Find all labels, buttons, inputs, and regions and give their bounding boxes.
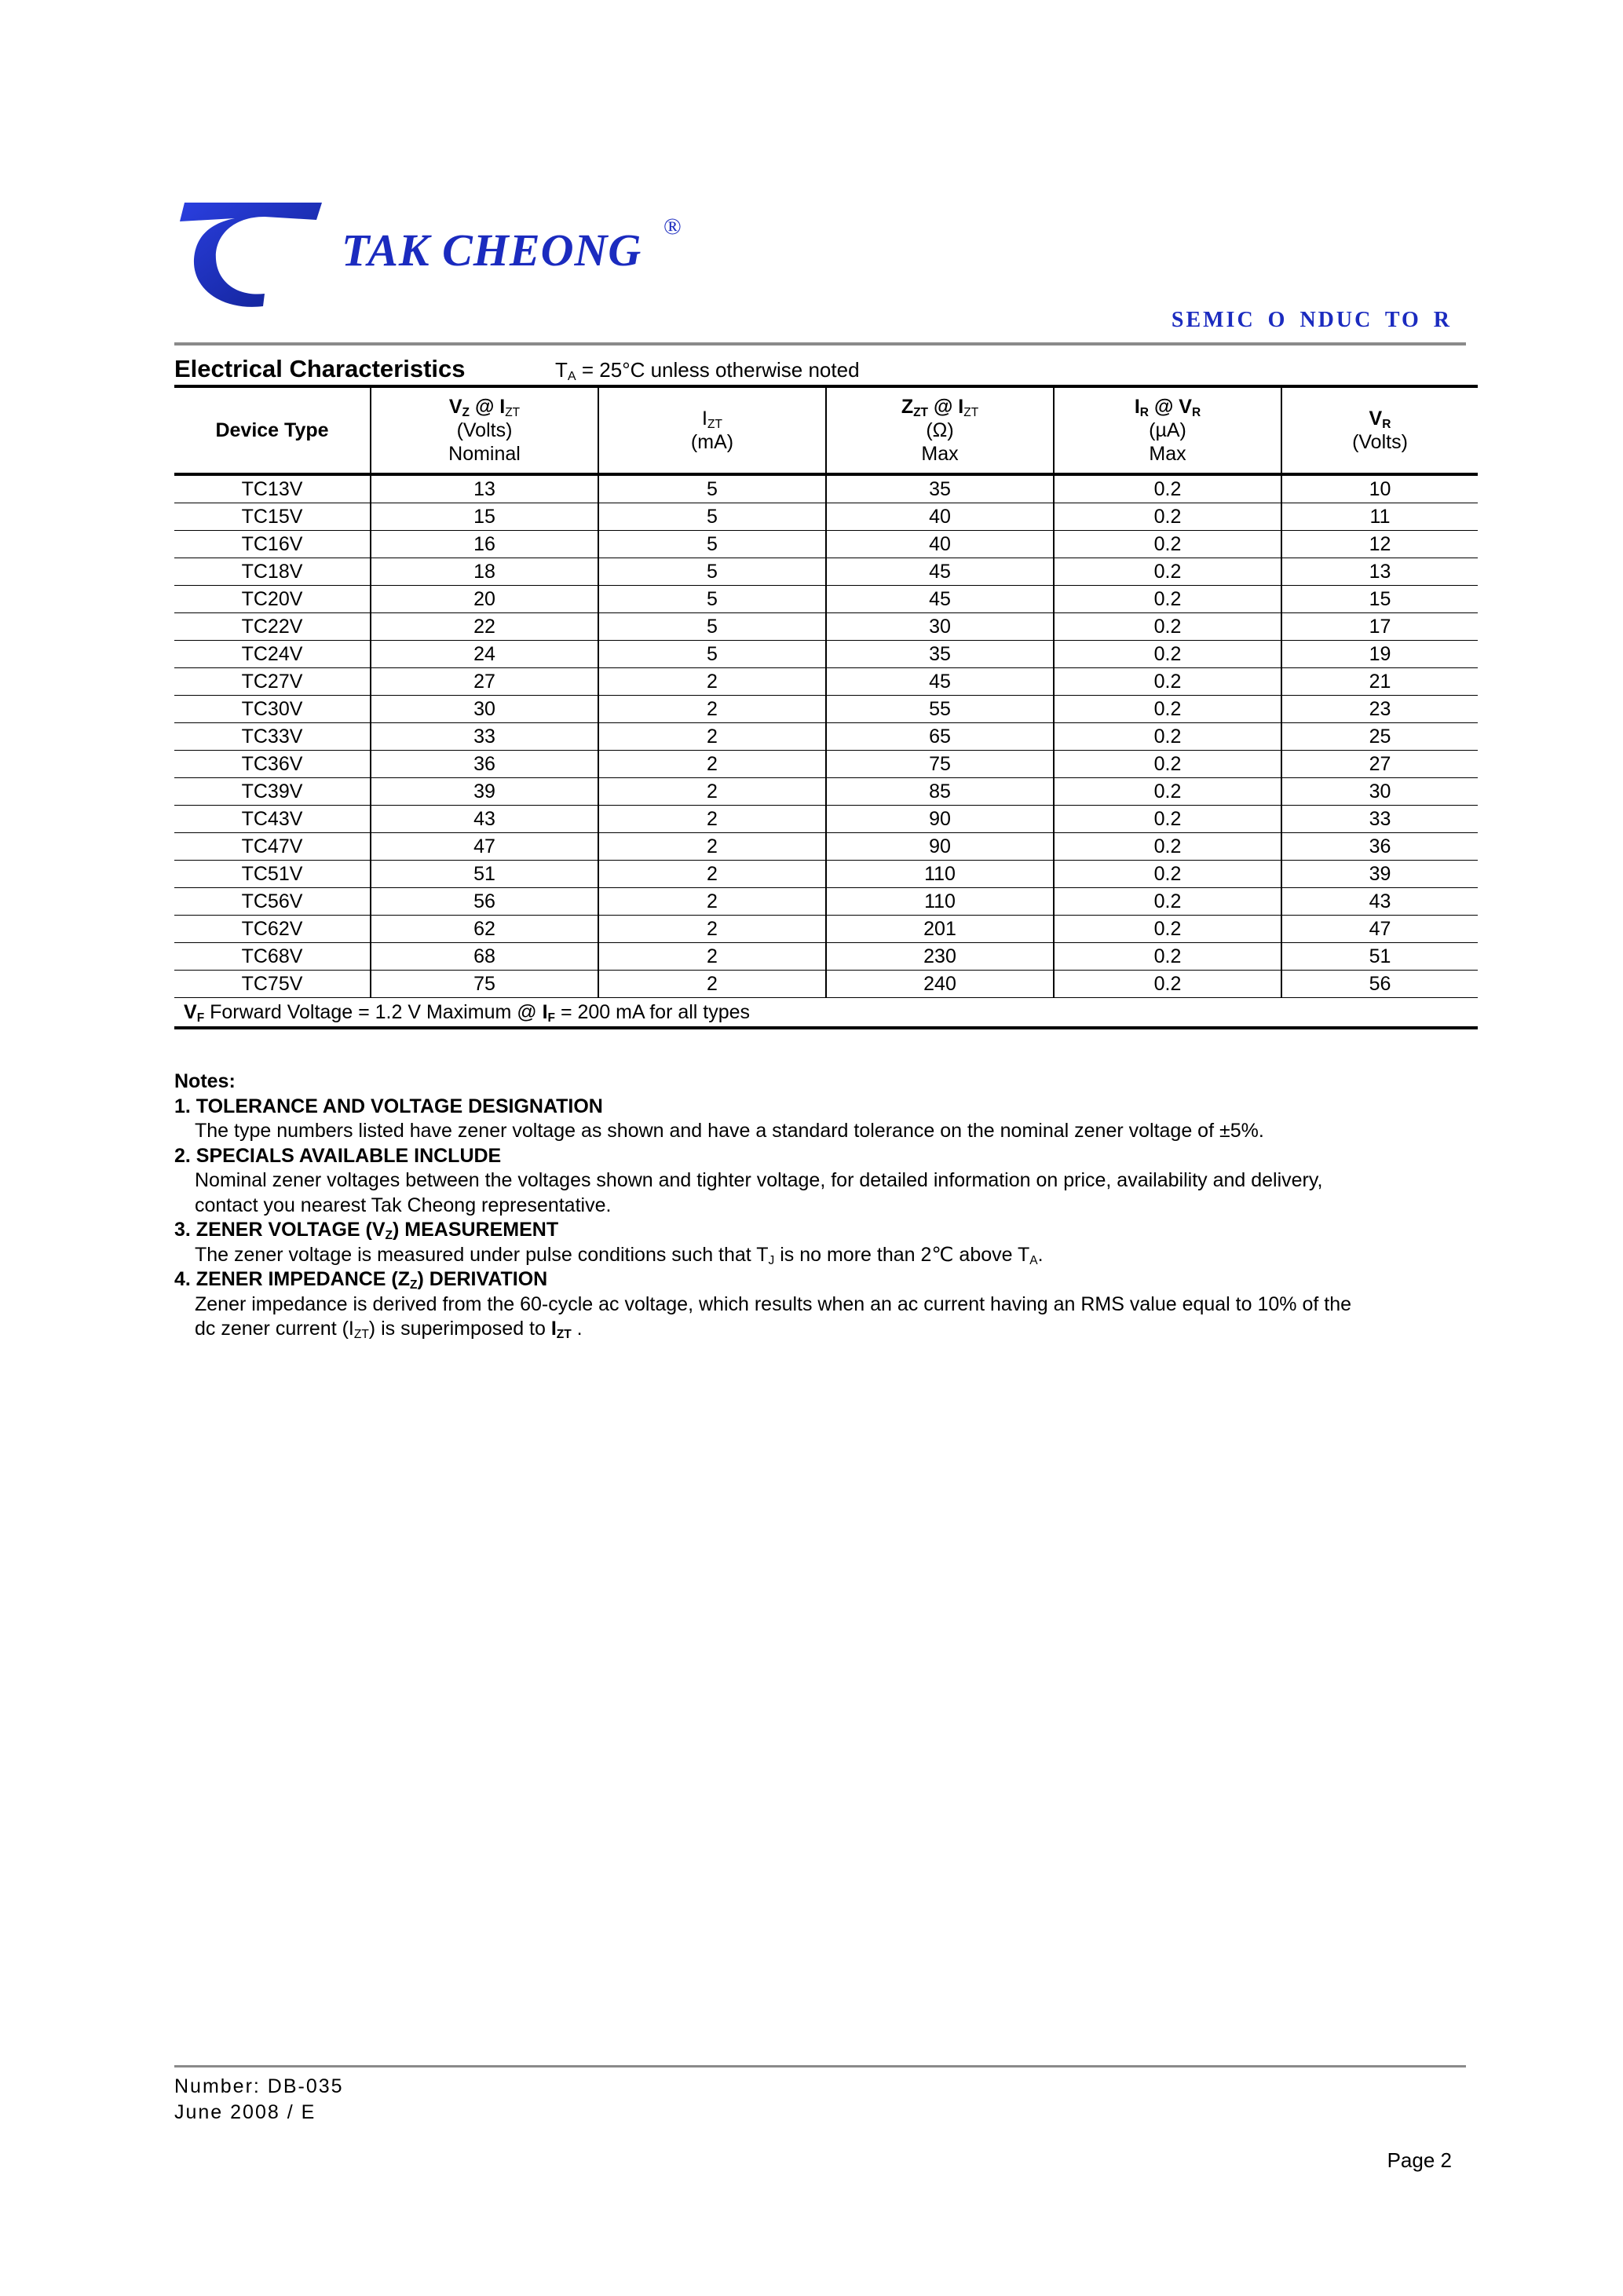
cell-izt: 2 <box>598 751 826 778</box>
cell-zzt: 85 <box>826 778 1054 806</box>
cell-ir: 0.2 <box>1054 916 1281 943</box>
cell-izt: 5 <box>598 531 826 558</box>
table-row <box>174 778 1478 806</box>
header-device-type: Device Type <box>174 386 371 474</box>
note-3-title: 3. ZENER VOLTAGE $(V_Z)$ MEASUREMENT <box>174 1219 559 1242</box>
forward-voltage-row <box>174 998 1478 1029</box>
table-row <box>174 558 1478 586</box>
cell-vz: 24 <box>371 641 598 668</box>
cell-vr: 43 <box>1281 888 1478 916</box>
header-vr: $V_R$ (Volts) <box>1281 386 1478 474</box>
cell-ir: 0.2 <box>1054 971 1281 998</box>
cell-izt: 5 <box>598 586 826 613</box>
cell-device-type: TC56V <box>174 888 371 916</box>
cell-zzt: 30 <box>826 613 1054 641</box>
cell-vz: 51 <box>371 861 598 888</box>
cell-device-type: TC22V <box>174 613 371 641</box>
cell-zzt: 240 <box>826 971 1054 998</box>
registered-mark: ® <box>663 214 682 239</box>
cell-izt: 5 <box>598 613 826 641</box>
cell-device-type: TC47V <box>174 833 371 861</box>
cell-ir: 0.2 <box>1054 861 1281 888</box>
cell-vr: 36 <box>1281 833 1478 861</box>
brand-subtitle: SEMIC O NDUC TO R <box>1171 308 1452 332</box>
table-row <box>174 531 1478 558</box>
cell-device-type: TC62V <box>174 916 371 943</box>
table-row <box>174 503 1478 531</box>
cell-device-type: TC75V <box>174 971 371 998</box>
cell-ir: 0.2 <box>1054 888 1281 916</box>
cell-ir: 0.2 <box>1054 723 1281 751</box>
table-row <box>174 668 1478 696</box>
cell-izt: 5 <box>598 474 826 503</box>
cell-ir: 0.2 <box>1054 696 1281 723</box>
cell-zzt: 75 <box>826 751 1054 778</box>
notes-title: Notes: <box>174 1070 236 1092</box>
cell-izt: 2 <box>598 888 826 916</box>
cell-device-type: TC51V <box>174 861 371 888</box>
cell-zzt: 45 <box>826 586 1054 613</box>
cell-ir: 0.2 <box>1054 806 1281 833</box>
cell-vr: 12 <box>1281 531 1478 558</box>
cell-vr: 39 <box>1281 861 1478 888</box>
note-2-body-line-2: contact you nearest Tak Cheong representative. <box>195 1194 612 1216</box>
footer-rule <box>174 2065 1466 2067</box>
note-1-body: The type numbers listed have zener voltage as shown and have a standard tolerance on the nominal zener voltage of ±5%. <box>195 1120 1264 1142</box>
cell-vz: 36 <box>371 751 598 778</box>
cell-device-type: TC39V <box>174 778 371 806</box>
cell-vr: 17 <box>1281 613 1478 641</box>
cell-zzt: 40 <box>826 503 1054 531</box>
cell-izt: 2 <box>598 833 826 861</box>
cell-device-type: TC16V <box>174 531 371 558</box>
section-condition: $T_A = 25^\circ C$ unless otherwise noted <box>555 358 860 384</box>
cell-zzt: 45 <box>826 558 1054 586</box>
table-row <box>174 888 1478 916</box>
header-zzt: $Z_{ZT}$ @ $I_{ZT}$ (Ω) Max <box>826 386 1054 474</box>
table-row <box>174 806 1478 833</box>
table-row <box>174 971 1478 998</box>
section-title: Electrical Characteristics <box>174 355 466 382</box>
cell-ir: 0.2 <box>1054 641 1281 668</box>
cell-ir: 0.2 <box>1054 668 1281 696</box>
cell-device-type: TC68V <box>174 943 371 971</box>
cell-vr: 15 <box>1281 586 1478 613</box>
cell-zzt: 90 <box>826 806 1054 833</box>
brand-name: TAK CHEONG <box>342 225 642 276</box>
cell-vr: 19 <box>1281 641 1478 668</box>
cell-vr: 11 <box>1281 503 1478 531</box>
cell-vz: 56 <box>371 888 598 916</box>
cell-vr: 21 <box>1281 668 1478 696</box>
cell-vz: 43 <box>371 806 598 833</box>
cell-ir: 0.2 <box>1054 474 1281 503</box>
table-row <box>174 641 1478 668</box>
cell-ir: 0.2 <box>1054 586 1281 613</box>
cell-device-type: TC43V <box>174 806 371 833</box>
table-header-row <box>174 386 1478 474</box>
cell-device-type: TC15V <box>174 503 371 531</box>
cell-vz: 20 <box>371 586 598 613</box>
cell-zzt: 201 <box>826 916 1054 943</box>
cell-vz: 16 <box>371 531 598 558</box>
cell-ir: 0.2 <box>1054 778 1281 806</box>
cell-device-type: TC13V <box>174 474 371 503</box>
note-2-body-line-1: Nominal zener voltages between the voltages shown and tighter voltage, for detailed information on price, availability and delivery, <box>195 1169 1323 1191</box>
cell-izt: 5 <box>598 558 826 586</box>
cell-vz: 13 <box>371 474 598 503</box>
cell-izt: 2 <box>598 806 826 833</box>
cell-device-type: TC33V <box>174 723 371 751</box>
table-row <box>174 943 1478 971</box>
cell-device-type: TC20V <box>174 586 371 613</box>
header-ir: $I_R$ @ $V_R$ (µA) Max <box>1054 386 1281 474</box>
cell-vz: 33 <box>371 723 598 751</box>
cell-vz: 18 <box>371 558 598 586</box>
cell-zzt: 110 <box>826 861 1054 888</box>
table-body <box>174 474 1478 998</box>
cell-vr: 27 <box>1281 751 1478 778</box>
table-row <box>174 723 1478 751</box>
cell-izt: 2 <box>598 778 826 806</box>
cell-vz: 47 <box>371 833 598 861</box>
page-number: Page 2 <box>1387 2148 1452 2172</box>
forward-voltage-note: $V_F$ Forward Voltage = 1.2 V Maximum @ $I_F = 200$ mA for all types <box>174 998 1478 1029</box>
document-number: Number: DB-035 <box>174 2075 344 2097</box>
cell-vz: 15 <box>371 503 598 531</box>
cell-ir: 0.2 <box>1054 613 1281 641</box>
cell-device-type: TC27V <box>174 668 371 696</box>
cell-device-type: TC18V <box>174 558 371 586</box>
cell-izt: 2 <box>598 696 826 723</box>
cell-izt: 5 <box>598 641 826 668</box>
cell-vr: 56 <box>1281 971 1478 998</box>
notes-section <box>174 1069 1478 1342</box>
cell-vr: 33 <box>1281 806 1478 833</box>
note-4-title: 4. ZENER IMPEDANCE $(Z_Z)$ DERIVATION <box>174 1268 548 1292</box>
cell-vr: 51 <box>1281 943 1478 971</box>
note-4-body-line-2: dc zener current $(I_{ZT})$ is superimposed to $I_{ZT}$ . <box>195 1318 583 1341</box>
header-rule <box>174 342 1466 345</box>
cell-ir: 0.2 <box>1054 943 1281 971</box>
cell-vr: 25 <box>1281 723 1478 751</box>
cell-vr: 23 <box>1281 696 1478 723</box>
cell-izt: 2 <box>598 668 826 696</box>
cell-vr: 47 <box>1281 916 1478 943</box>
cell-device-type: TC24V <box>174 641 371 668</box>
cell-vr: 10 <box>1281 474 1478 503</box>
electrical-characteristics-table <box>174 385 1478 1029</box>
cell-vz: 27 <box>371 668 598 696</box>
cell-ir: 0.2 <box>1054 833 1281 861</box>
cell-zzt: 45 <box>826 668 1054 696</box>
cell-device-type: TC30V <box>174 696 371 723</box>
cell-zzt: 65 <box>826 723 1054 751</box>
note-4-body-line-1: Zener impedance is derived from the 60-cycle ac voltage, which results when an ac current having an RMS value equal to 10% of the <box>195 1292 1352 1315</box>
cell-ir: 0.2 <box>1054 751 1281 778</box>
cell-vr: 30 <box>1281 778 1478 806</box>
cell-zzt: 55 <box>826 696 1054 723</box>
cell-ir: 0.2 <box>1054 558 1281 586</box>
cell-zzt: 40 <box>826 531 1054 558</box>
header-vz: $V_Z$ @ $I_{ZT}$ (Volts) Nominal <box>371 386 598 474</box>
cell-vz: 68 <box>371 943 598 971</box>
tak-cheong-logo-icon <box>177 196 326 314</box>
cell-izt: 5 <box>598 503 826 531</box>
cell-ir: 0.2 <box>1054 503 1281 531</box>
table-row <box>174 916 1478 943</box>
table-row <box>174 751 1478 778</box>
cell-izt: 2 <box>598 861 826 888</box>
cell-izt: 2 <box>598 971 826 998</box>
cell-device-type: TC36V <box>174 751 371 778</box>
table-row <box>174 586 1478 613</box>
cell-zzt: 110 <box>826 888 1054 916</box>
table-row <box>174 474 1478 503</box>
cell-zzt: 230 <box>826 943 1054 971</box>
cell-zzt: 35 <box>826 474 1054 503</box>
cell-izt: 2 <box>598 916 826 943</box>
cell-izt: 2 <box>598 723 826 751</box>
cell-zzt: 35 <box>826 641 1054 668</box>
cell-izt: 2 <box>598 943 826 971</box>
cell-vz: 30 <box>371 696 598 723</box>
table-row <box>174 861 1478 888</box>
note-3-body: The zener voltage is measured under pulse conditions such that $T_J$ is no more than 2℃ above $T_A$. <box>195 1243 1044 1267</box>
cell-vz: 75 <box>371 971 598 998</box>
note-2-title: 2. SPECIALS AVAILABLE INCLUDE <box>174 1144 502 1167</box>
cell-ir: 0.2 <box>1054 531 1281 558</box>
cell-vz: 39 <box>371 778 598 806</box>
cell-vz: 62 <box>371 916 598 943</box>
cell-vz: 22 <box>371 613 598 641</box>
table-row <box>174 696 1478 723</box>
table-row <box>174 613 1478 641</box>
header-izt: $I_{ZT}$ (mA) <box>598 386 826 474</box>
note-1-title: 1. TOLERANCE AND VOLTAGE DESIGNATION <box>174 1095 603 1117</box>
document-date: June 2008 / E <box>174 2101 316 2123</box>
table-row <box>174 833 1478 861</box>
cell-vr: 13 <box>1281 558 1478 586</box>
cell-zzt: 90 <box>826 833 1054 861</box>
